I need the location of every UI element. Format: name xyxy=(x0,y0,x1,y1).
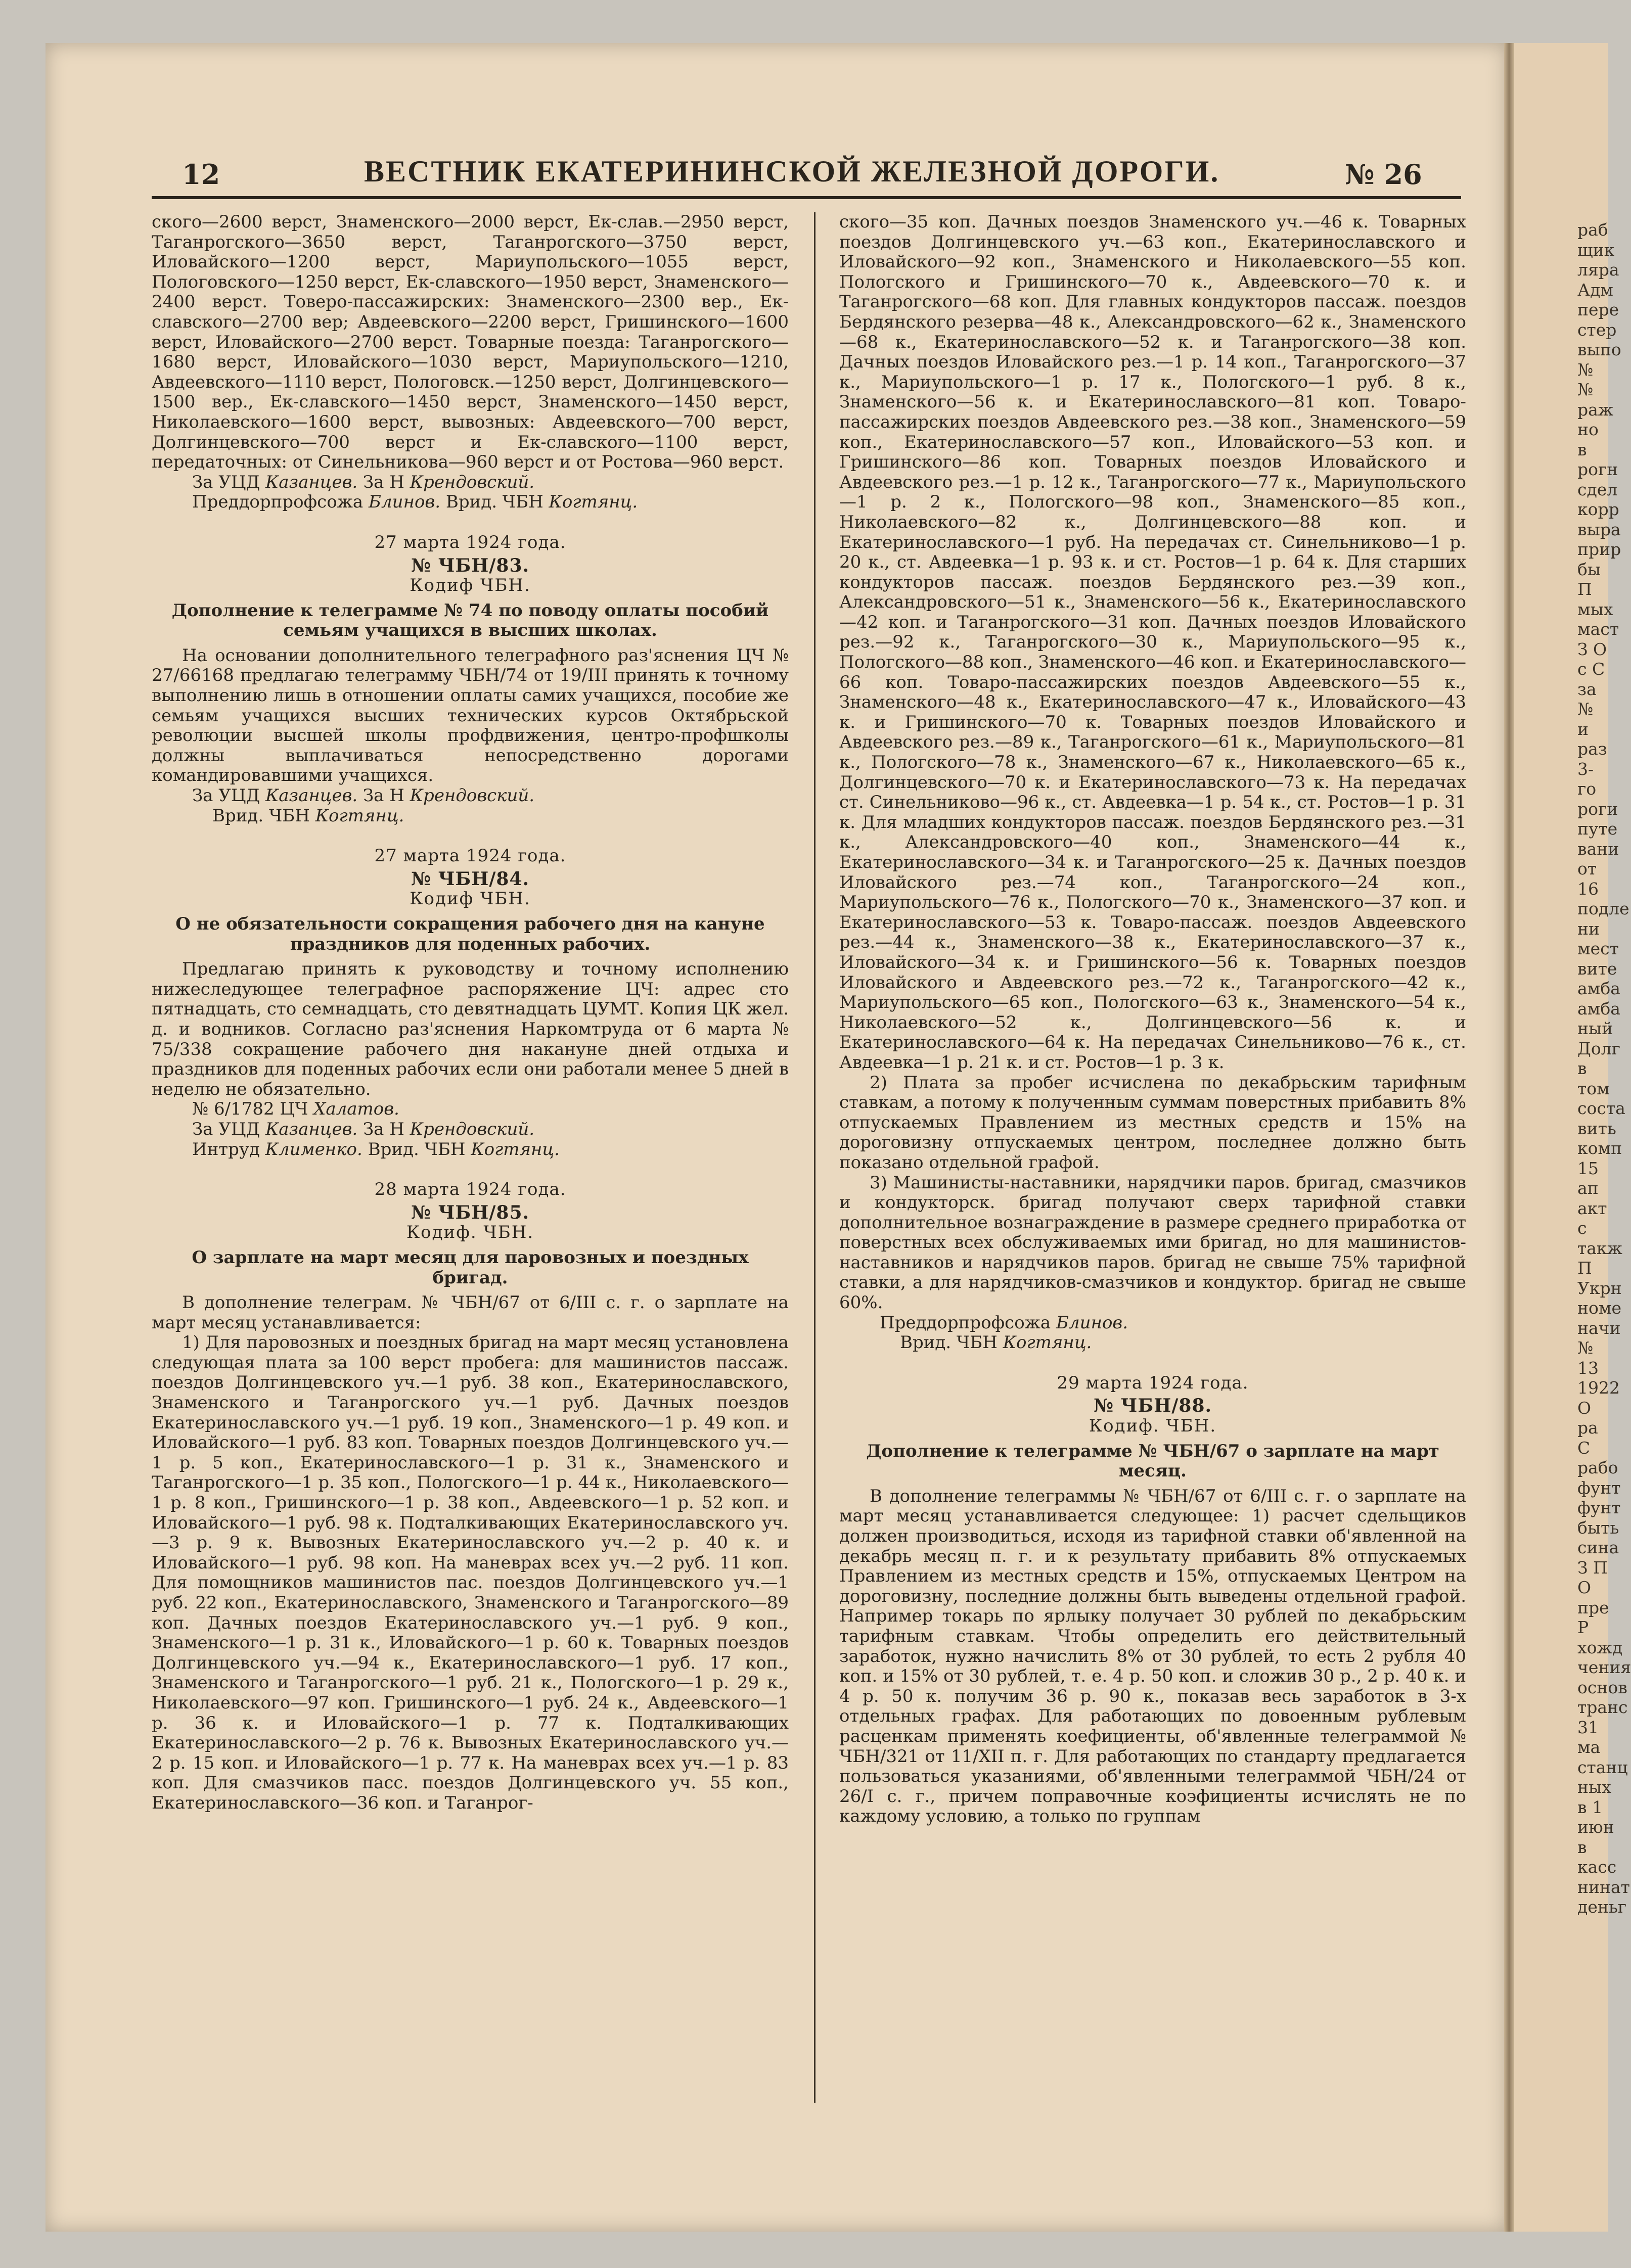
signature-line: Преддорпрофсожа Блинов. Врид. ЧБН Когтянц. xyxy=(192,492,638,513)
order-heading: О не обязательности сокращения рабочего дня на кануне праздников для поденных рабочих. xyxy=(175,914,765,954)
reference-line: № 6/1782 ЦЧ Халатов. xyxy=(192,1099,399,1120)
order-date: 27 марта 1924 года. xyxy=(374,532,566,552)
journal-title: ВЕСТНИК ЕКАТЕРИНИНСКОЙ ЖЕЛЕЗНОЙ ДОРОГИ. xyxy=(364,155,1220,188)
signature-line: Врид. ЧБН Когтянц. xyxy=(212,805,404,826)
right-column xyxy=(839,212,1466,1827)
signature-line: За УЦД Казанцев. За Н Крендовский. xyxy=(192,472,535,492)
page-header xyxy=(152,154,1461,195)
order-body: В дополнение телеграммы № ЧБН/67 от 6/III с. г. о зарплате на март месяц устанавливается следующее: 1) расчет сдельщиков должен производиться, исходя из тарифной ставки об'явленной на декабрь месяц п. г. и к результату прибавить 8% отпускаемых Правлением из местных средств и 15%, отпускаемых Центром на дороговизну, последние должны быть выведены отдельной графой. Например токарь по ярлыку получает 30 рублей по декабрьским тарифным ставкам. Чтобы определить его действительный заработок, нужно начислить 8% от 30 рублей, то есть 2 рубля 40 коп. и 15% от 30 рублей, т. е. 4 р. 50 коп. и сложив 30 р., 2 р. 40 к. и 4 р. 50 к. получим 36 р. 90 к., показав весь заработок в 3-х отдельных графах. Для работающих по довоенным рублевым расценкам применять коефициенты, об'явленные телеграммой № ЧБН/321 от 11/XII п. г. Для работающих по стандарту предлагается пользоваться указаниями, об'явленными телеграммой ЧБН/24 от 26/I с. г., причем поправочные коэфициенты исчислять не по каждому условию, а только по группам xyxy=(839,1486,1466,1827)
order-number: № ЧБН/83. xyxy=(411,554,530,576)
left-column xyxy=(152,212,789,1814)
order-code: Кодиф. ЧБН. xyxy=(406,1222,534,1243)
order-body: На основании дополнительного телеграфного раз'яснения ЦЧ № 27/66168 предлагаю телеграмму ЧБН/74 от 19/III принять к точному выполнению лишь в отношении оплаты самих учащихся, пособие же семьям учащихся высших технических курсов Октябрьской революции высшей школы профдвижения, центро-профшколы должны выплачиваться непосредственно дорогами командировавшими учащихся. xyxy=(152,645,789,786)
header-rule xyxy=(152,196,1461,199)
order-body: В дополнение телеграм. № ЧБН/67 от 6/III с. г. о зарплате на март месяц устанавливается: xyxy=(152,1292,789,1333)
order-date: 27 марта 1924 года. xyxy=(374,846,566,866)
signature-line: Преддорпрофсожа Блинов. xyxy=(880,1312,1128,1333)
signature-line: Врид. ЧБН Когтянц. xyxy=(900,1332,1092,1353)
order-continuation: ского—2600 верст, Знаменского—2000 верст, Ек-слав.—2950 верст, Таганрогского—3650 верст, Таганрогского—3750 верст, Иловайского—1200 верст, Мариупольского—1055 верст, Пологовского—1250 верст, Ек-славского—1950 верст, Знаменского—2400 верст. Товеро-пассажирских: Знаменского—2300 вер., Ек-славского—2700 вер; Авдеевского—2200 верст, Гришинского—1600 верст, Иловайского—2700 верст. Товарные поезда: Таганрогского—1680 верст, Иловайского—1030 верст, Мариупольского—1210, Авдеевского—1110 верст, Пологовск.—1250 верст, Долгинцевского—1500 вер., Ек-славского—1450 верст, Знаменского—1450 верст, Николаевского—1600 верст, вывозных: Авдеевского—700 верст, Долгинцевского—700 верст и Ек-славского—1100 верст, передаточных: от Синельникова—960 верст и от Ростова—960 верст. xyxy=(152,212,789,473)
column-divider xyxy=(814,212,816,2103)
order-heading: Дополнение к телеграмме № 74 по поводу оплаты пособий семьям учащихся в высших школах. xyxy=(171,600,769,641)
page-number: 12 xyxy=(182,158,220,191)
order-heading: Дополнение к телеграмме № ЧБН/67 о зарплате на март месяц. xyxy=(866,1441,1439,1482)
order-body: 3) Машинисты-наставники, нарядчики паров. бригад, смазчиков и кондукторск. бригад получают сверх тарифной ставки дополнительное вознаграждение в размере среднего приработка от поверстных всех обслуживаемых ими бригад, но для машинистов-наставников и нарядчиков паров. бригад не свыше 75% тарифной ставки, а для нарядчиков-смазчиков и кондуктор. бригад не свыше 60%. xyxy=(839,1172,1466,1313)
order-continuation: ского—35 коп. Дачных поездов Знаменского уч.—46 к. Товарных поездов Долгинцевского уч.—63 коп., Екатеринославского и Иловайского—92 коп., Знаменского и Николаевского—55 коп. Пологского и Гришинского—70 к., Авдеевского—70 к. и Таганрогского—68 коп. Для главных кондукторов пассаж. поездов Бердянского резерва—48 к., Александровского—62 к., Знаменского—68 к., Екатеринославского—52 к. и Таганрогского—38 коп. Дачных поездов Иловайского рез.—1 р. 14 коп., Таганрогского—37 к., Мариупольского—1 р. 17 к., Пологского—1 руб. 8 к., Знаменского—56 к. и Екатеринославского—81 коп. Товаро-пассажирских поездов Авдеевского рез.—38 коп., Знаменского—59 коп., Екатеринославского—57 коп., Иловайского—53 коп. и Гришинского—86 коп. Товарных поездов Иловайского и Авдеевского рез.—1 р. 12 к., Таганрогского—77 к., Мариупольского—1 р. 2 к., Пологского—98 коп., Знаменского—85 коп., Николаевского—82 к., Долгинцевского—88 коп. и Екатеринославского—1 руб. На передачах ст. Синельниково—1 р. 20 к., ст. Авдеевка—1 р. 93 к. и ст. Ростов—1 р. 64 к. Для старших кондукторов пассаж. поездов Бердянского рез.—39 коп., Александровского—51 к., Знаменского—56 к., Екатеринославского—42 коп. и Таганрогского—31 коп. Дачных поездов Иловайского рез.—92 к., Таганрогского—30 к., Мариупольского—95 к., Пологского—88 коп., Знаменского—46 коп. и Екатеринославского—66 коп. Товаро-пассажирских поездов Авдеевского—55 к., Знаменского—48 к., Екатеринославского—47 к., Иловайского—43 к. и Гришинского—70 к. Товарных поездов Иловайского и Авдеевского рез.—89 к., Таганрогского—61 к., Мариупольского—81 к., Пологского—78 к., Знаменского—67 к., Николаевского—65 к., Долгинцевского—70 к. и Екатеринославского—73 к. На передачах ст. Синельниково—96 к., ст. Авдеевка—1 р. 54 к., ст. Ростов—1 р. 31 к. Для младших кондукторов пассаж. поездов Бердянского рез.—31 к., Александровского—40 коп., Знаменского—44 к., Екатеринославского—34 к. и Таганрогского—25 к. Дачных поездов Иловайского рез.—74 коп., Таганрогского—24 коп., Мариупольского—76 к., Пологского—70 к., Знаменского—37 коп. и Екатеринославского—53 к. Товаро-пассаж. поездов Авдеевского рез.—44 к., Знаменского—38 к., Екатеринославского—37 к., Иловайского—34 к. и Гришинского—56 к. Товарных поездов Иловайского и Авдеевского рез.—72 к., Таганрогского—42 к., Мариупольского—65 коп., Пологского—63 к., Знаменского—54 к., Николаевского—52 к., Долгинцевского—56 к. и Екатеринославского—64 к. На передачах Синельниково—76 к., ст. Авдеевка—1 р. 21 к. и ст. Ростов—1 р. 3 к. xyxy=(839,212,1466,1073)
signature-line: За УЦД Казанцев. За Н Крендовский. xyxy=(192,1119,535,1139)
order-heading: О зарплате на март месяц для паровозных и поездных бригад. xyxy=(192,1247,749,1288)
signature-line: Интруд Клименко. Врид. ЧБН Когтянц. xyxy=(192,1139,560,1160)
order-number: № ЧБН/84. xyxy=(411,868,530,890)
order-body: 1) Для паровозных и поездных бригад на март месяц установлена следующая плата за 100 верст пробега: для машинистов пассаж. поездов Долгинцевского уч.—1 руб. 38 коп., Екатеринославского, Знаменского и Таганрогского уч.—1 руб. Дачных поездов Екатеринославского уч.—1 руб. 19 коп., Знаменского—1 р. 49 коп. и Иловайского—1 руб. 83 коп. Товарных поездов Долгинцевского уч.—1 р. 5 коп., Екатеринославского—1 р. 31 к., Знаменского и Таганрогского—1 р. 35 коп., Пологского—1 р. 44 к., Николаевского—1 р. 8 коп., Гришинского—1 р. 38 коп., Авдеевского—1 р. 52 коп. и Иловайского—1 руб. 98 к. Подталкивающих Екатеринославского уч.—3 р. 9 к. Вывозных Екатеринославского уч.—2 р. 40 к. и Иловайского—1 руб. 98 коп. На маневрах всех уч.—2 руб. 11 коп. Для помощников машинистов пас. поездов Долгинцевского уч.—1 руб. 22 коп., Екатеринославского, Знаменского и Таганрогского—89 коп. Дачных поездов Екатеринославского уч.—1 руб. 9 коп., Знаменского—1 р. 31 к., Иловайского—1 р. 60 к. Товарных поездов Долгинцевского уч.—94 к., Екатеринославского—1 руб. 17 коп., Знаменского и Таганрогского—1 руб. 21 к., Пологского—1 р. 29 к., Николаевского—97 коп. Гришинского—1 руб. 24 к., Авдеевского—1 р. 36 к. и Иловайского—1 р. 77 к. Подталкивающих Екатеринославского—2 р. 76 к. Вывозных Екатеринославского уч.—2 р. 15 коп. и Иловайского—1 р. 77 к. На маневрах всех уч.—1 р. 83 коп. Для смазчиков пасс. поездов Долгинцевского уч. 55 коп., Екатеринославского—36 коп. и Таганрог- xyxy=(152,1332,789,1813)
adjacent-page-fragment xyxy=(1514,43,1631,2232)
order-number: № ЧБН/85. xyxy=(411,1201,530,1223)
signature-line: За УЦД Казанцев. За Н Крендовский. xyxy=(192,785,535,806)
issue-number: № 26 xyxy=(1345,158,1422,191)
adjacent-page-text: раб щик ляра Адм пере стер выпо №№ раж но в рогн сдел корр выра прир бы П мых маст З О с С за № и раз 3-го роги путе вани от 16 подле ни мест вите амба амба ный Долг в том соста вить комп 15 ап акт с такж П Укрн номе начи № 13 1922 О ра С рабо фунт фунт быть сина З П О пре Р хожд чения основ транс 31 ма станц ных в 1 июн в касс нинат деньг xyxy=(1577,220,1631,1917)
order-code: Кодиф ЧБН. xyxy=(410,889,531,909)
order-body: Предлагаю принять к руководству и точному исполнению нижеследующее телеграфное распоряжение ЦЧ: адрес сто пятнадцать, сто семнадцать, сто девятнадцать ЦУМТ. Копия ЦК жел. д. и водников. Согласно раз'яснения Наркомтруда от 6 марта № 75/338 сокращение рабочего дня накануне дней отдыха и праздников для поденных рабочих если они работали менее 5 дней в неделю не обязательно. xyxy=(152,959,789,1099)
order-date: 28 марта 1924 года. xyxy=(374,1179,566,1200)
order-code: Кодиф. ЧБН. xyxy=(1089,1416,1217,1437)
order-number: № ЧБН/88. xyxy=(1093,1395,1212,1417)
order-date: 29 марта 1924 года. xyxy=(1057,1372,1249,1393)
order-code: Кодиф ЧБН. xyxy=(410,575,531,596)
order-body: 2) Плата за пробег исчислена по декабрьским тарифным ставкам, а потому к полученным суммам поверстных прибавить 8% отпускаемых Правлением из местных средств и 15% на дороговизну отпускаемых центром, последнее должно быть показано отдельной графой. xyxy=(839,1072,1466,1173)
page-fold xyxy=(1504,43,1514,2232)
